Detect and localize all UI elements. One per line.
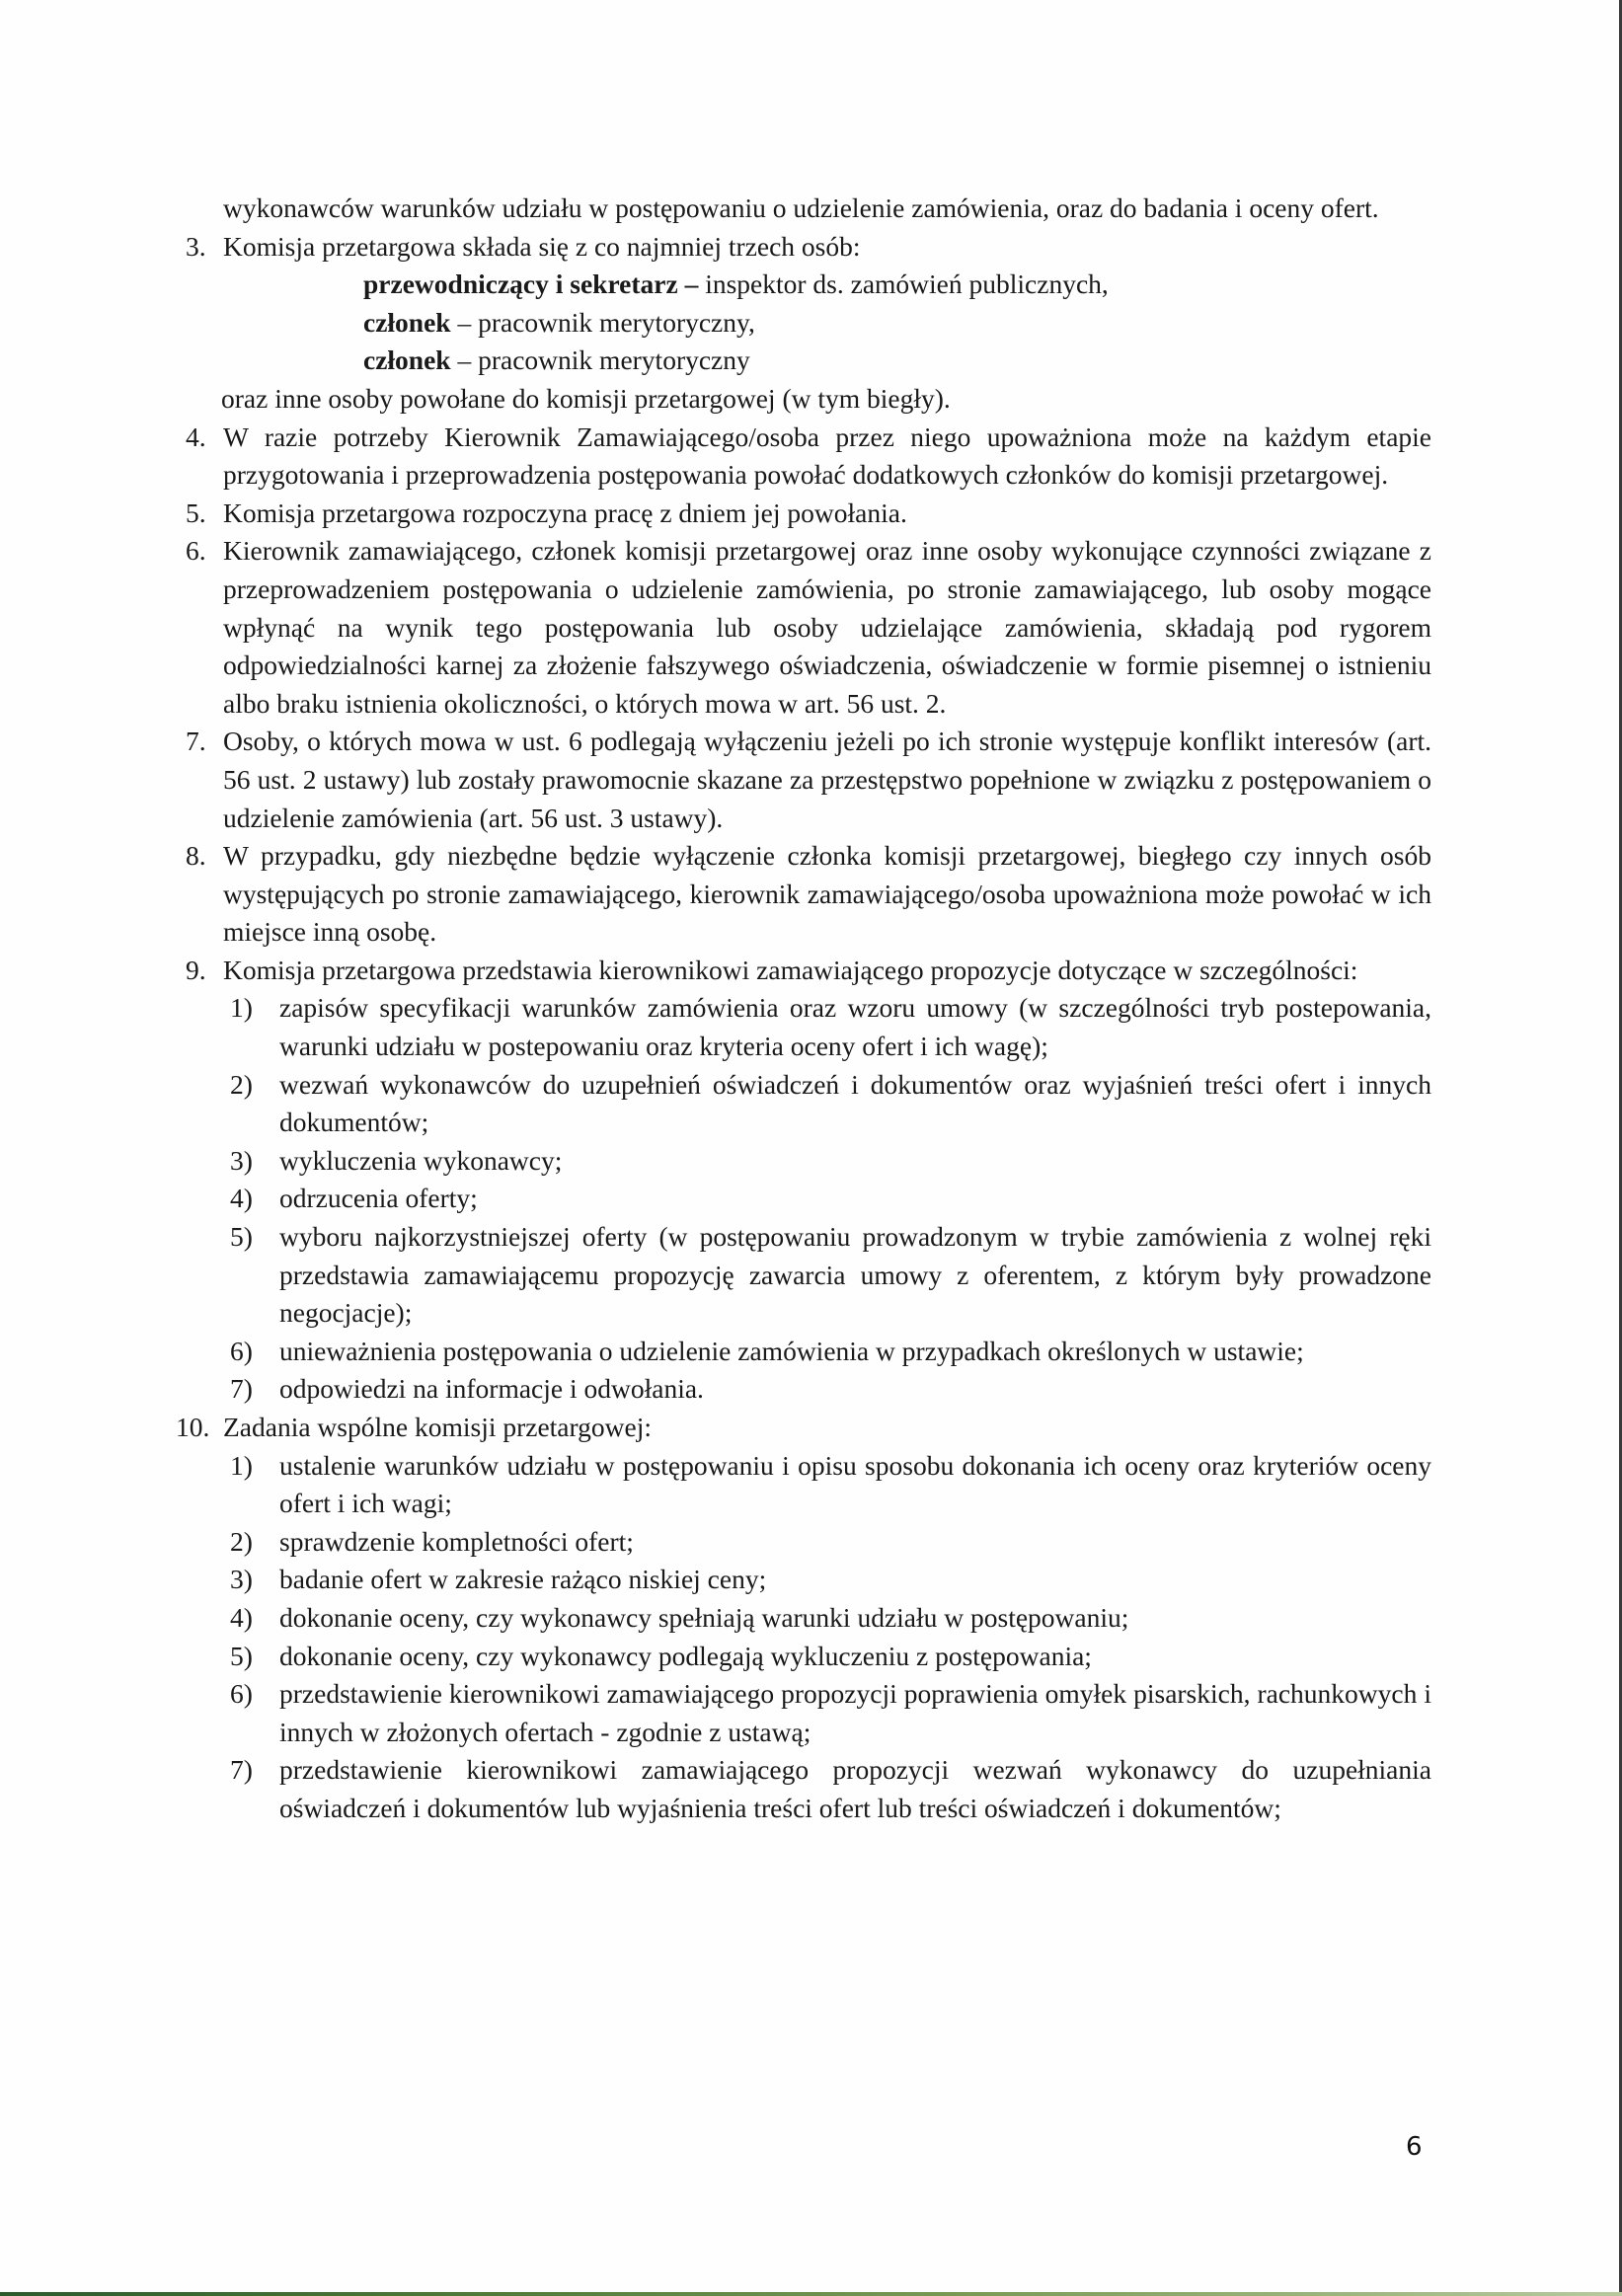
item-text: Komisja przetargowa składa się z co najmniej trzech osób:	[223, 230, 861, 262]
item-number: 9.	[186, 954, 206, 985]
subitem-number: 3)	[230, 1564, 253, 1595]
subitem-10-3	[186, 1561, 1431, 1599]
list-item-9	[186, 952, 1431, 990]
item-number: 3.	[186, 230, 206, 262]
subitem-text: zapisów specyfikacji warunków zamówienia oraz wzoru umowy (w szczególności tryb postepowania, warunki udziału w postepowaniu oraz kryteria oceny ofert i ich wagę);	[279, 992, 1431, 1062]
subitem-text: odpowiedzi na informacje i odwołania.	[279, 1373, 704, 1405]
page-number: 6	[1406, 2132, 1423, 2162]
subitem-9-5	[186, 1218, 1431, 1333]
item-number: 6.	[186, 535, 206, 567]
list-item-6	[186, 532, 1431, 723]
subitem-9-7	[186, 1370, 1431, 1409]
subitem-10-4	[186, 1599, 1431, 1638]
subitem-text: wezwań wykonawców do uzupełnień oświadczeń i dokumentów oraz wyjaśnień treści ofert i innych dokumentów;	[279, 1068, 1431, 1138]
subitem-number: 1)	[230, 992, 253, 1024]
item-number: 7.	[186, 726, 206, 757]
committee-role-chair	[186, 266, 1431, 304]
committee-role-member	[186, 304, 1431, 343]
list-item-3	[186, 228, 1431, 267]
item-text: Komisja przetargowa rozpoczyna pracę z dniem jej powołania.	[223, 497, 907, 528]
subitem-text: przedstawienie kierownikowi zamawiającego propozycji wezwań wykonawcy do uzupełniania oświadczeń i dokumentów lub wyjaśnienia treści ofert lub treści oświadczeń i dokumentów;	[279, 1754, 1431, 1823]
subitem-text: przedstawienie kierownikowi zamawiającego propozycji poprawienia omyłek pisarskich, rachunkowych i innych w złożonych ofertach - zgodnie z ustawą;	[279, 1678, 1431, 1747]
subitem-number: 5)	[230, 1640, 253, 1671]
document-body	[176, 190, 1431, 1828]
subitem-10-2	[186, 1523, 1431, 1562]
list-item-7	[186, 723, 1431, 837]
list-item-4	[186, 419, 1431, 495]
subitem-9-3	[186, 1142, 1431, 1181]
subitem-number: 6)	[230, 1335, 253, 1366]
subitem-number: 4)	[230, 1183, 253, 1214]
role-separator: –	[677, 268, 706, 300]
item-number: 4.	[186, 421, 206, 452]
item-text: Komisja przetargowa przedstawia kierownikowi zamawiającego propozycje dotyczące w szczególności:	[223, 954, 1358, 985]
list-item-5	[186, 495, 1431, 533]
subitem-9-1	[186, 989, 1431, 1065]
subitem-text: odrzucenia oferty;	[279, 1183, 478, 1214]
subitem-text: ustalenie warunków udziału w postępowaniu i opisu sposobu dokonania ich oceny oraz kryteriów oceny ofert i ich wagi;	[279, 1449, 1431, 1519]
subitem-text: badanie ofert w zakresie rażąco niskiej ceny;	[279, 1564, 767, 1595]
subitem-number: 7)	[230, 1373, 253, 1405]
subitem-number: 3)	[230, 1144, 253, 1176]
subitem-10-6	[186, 1675, 1431, 1751]
role-description: pracownik merytoryczny	[478, 344, 750, 376]
subitem-number: 4)	[230, 1601, 253, 1633]
item-text: Osoby, o których mowa w ust. 6 podlegają wyłączeniu jeżeli po ich stronie występuje konflikt interesów (art. 56 ust. 2 ustawy) lub zostały prawomocnie skazane za przestępstwo popełnione w związku z postępowaniem o udzielenie zamówienia (art. 56 ust. 3 ustawy).	[223, 726, 1431, 833]
role-description: pracownik merytoryczny,	[478, 306, 755, 338]
role-title: członek	[363, 344, 451, 376]
role-description: inspektor ds. zamówień publicznych,	[705, 268, 1109, 300]
paragraph-continuation: wykonawców warunków udziału w postępowaniu o udzielenie zamówienia, oraz do badania i oceny ofert.	[223, 192, 1379, 223]
scan-edge-bottom	[0, 2292, 1622, 2296]
subitem-10-5	[186, 1638, 1431, 1676]
subitem-10-7	[186, 1751, 1431, 1827]
item-3-after: oraz inne osoby powołane do komisji przetargowej (w tym biegły).	[221, 382, 951, 414]
committee-role-member	[186, 342, 1431, 380]
list-item-10	[176, 1409, 1431, 1447]
subitem-text: dokonanie oceny, czy wykonawcy podlegają wykluczeniu z postępowania;	[279, 1640, 1092, 1671]
subitem-9-4	[186, 1180, 1431, 1218]
subitem-9-2	[186, 1066, 1431, 1142]
subitem-10-1	[186, 1447, 1431, 1523]
item-number: 8.	[186, 840, 206, 872]
item-text: W razie potrzeby Kierownik Zamawiającego/osoba przez niego upoważniona może na każdym etapie przygotowania i przeprowadzenia postępowania powołać dodatkowych członków do komisji przetargowej.	[223, 421, 1431, 491]
subitem-text: dokonanie oceny, czy wykonawcy spełniają warunki udziału w postępowaniu;	[279, 1601, 1129, 1633]
item-number: 5.	[186, 497, 206, 528]
subitem-number: 1)	[230, 1449, 253, 1481]
subitem-number: 2)	[230, 1525, 253, 1557]
item-text: Kierownik zamawiającego, członek komisji przetargowej oraz inne osoby wykonujące czynności związane z przeprowadzeniem postępowania o udzielenie zamówienia, po stronie zamawiającego, lub osoby mogące wpłynąć na wynik tego postępowania lub osoby udzielające zamówienia, składają pod rygorem odpowiedzialności karnej za złożenie fałszywego oświadczenia, oświadczenie w formie pisemnej o istnieniu albo braku istnienia okoliczności, o których mowa w art. 56 ust. 2.	[223, 535, 1431, 719]
subitem-number: 2)	[230, 1068, 253, 1100]
role-title: przewodniczący i sekretarz	[363, 268, 678, 300]
list-item-8	[186, 837, 1431, 952]
subitem-number: 7)	[230, 1754, 253, 1786]
subitem-number: 6)	[230, 1678, 253, 1710]
role-title: członek	[363, 306, 451, 338]
item-number: 10.	[176, 1412, 210, 1442]
role-separator: –	[450, 344, 479, 376]
subitem-text: unieważnienia postępowania o udzielenie zamówienia w przypadkach określonych w ustawie;	[279, 1335, 1304, 1366]
item-text: Zadania wspólne komisji przetargowej:	[223, 1412, 653, 1442]
subitem-number: 5)	[230, 1221, 253, 1253]
subitem-text: wykluczenia wykonawcy;	[279, 1144, 563, 1176]
subitem-text: sprawdzenie kompletności ofert;	[279, 1525, 634, 1557]
item-text: W przypadku, gdy niezbędne będzie wyłączenie członka komisji przetargowej, biegłego czy innych osób występujących po stronie zamawiającego, kierownik zamawiającego/osoba upoważniona może powołać w ich miejsce inną osobę.	[223, 840, 1431, 948]
subitem-9-6	[186, 1333, 1431, 1371]
role-separator: –	[450, 306, 479, 338]
subitem-text: wyboru najkorzystniejszej oferty (w postępowaniu prowadzonym w trybie zamówienia z wolnej ręki przedstawia zamawiającemu propozycję zawarcia umowy z oferentem, z którym były prowadzone negocjacje);	[279, 1221, 1431, 1329]
